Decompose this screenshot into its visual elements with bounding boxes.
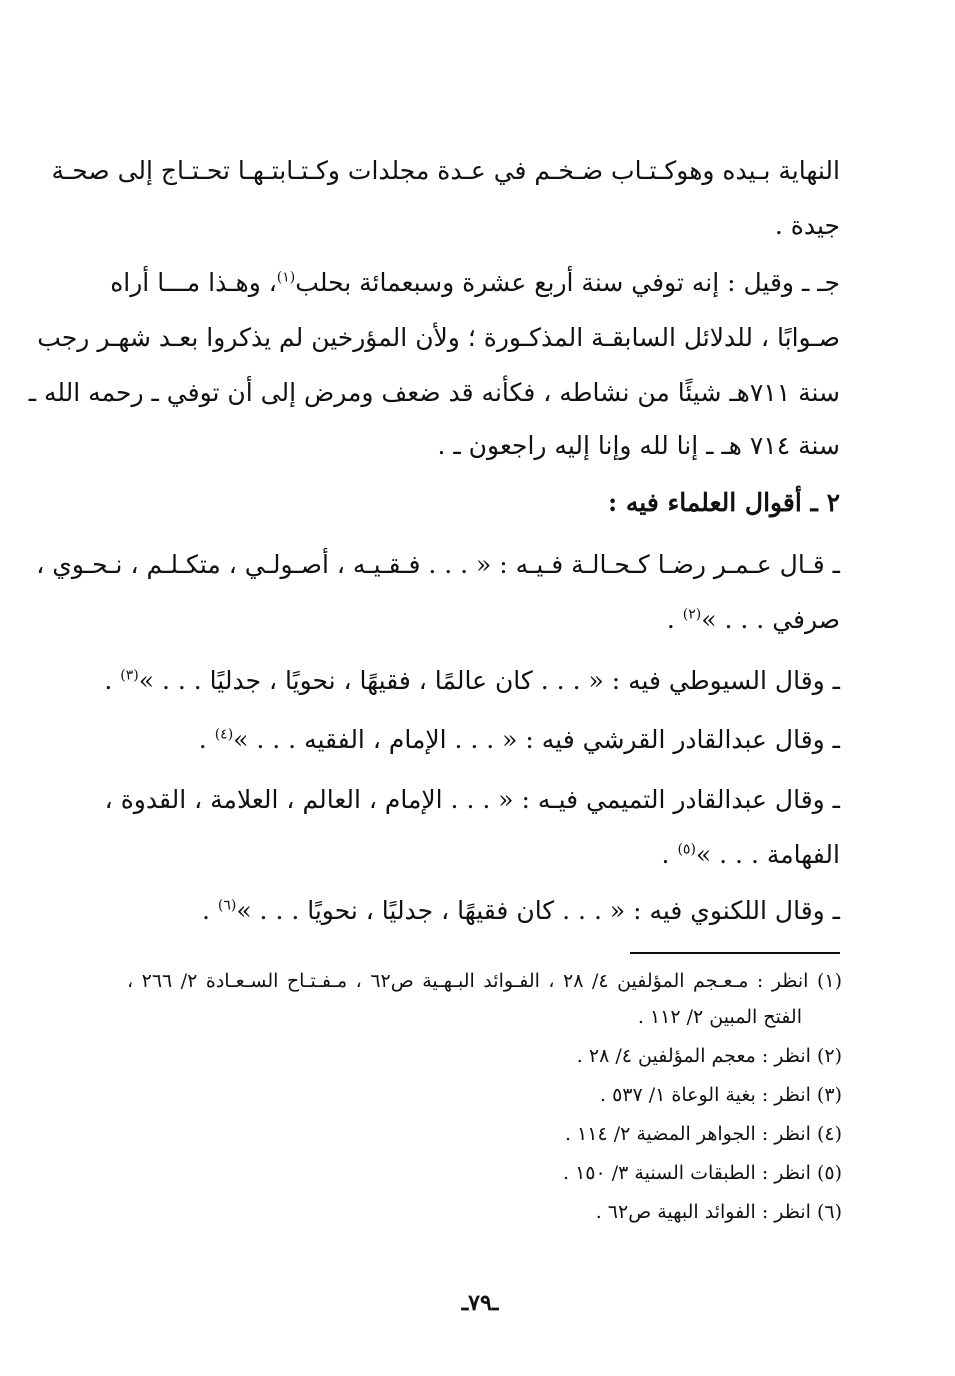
quote-4-end: . [661, 840, 678, 869]
quote-1-text: صرفي . . . » [701, 605, 840, 634]
quote-3-end: . [198, 725, 215, 754]
footnote-2: (٢) انظر : معجم المؤلفين ٤/ ٢٨ . [576, 1045, 842, 1067]
j-para-text-a: جـ ـ وقيل : إنه توفي سنة أربع عشرة وسبعمائة بحلب [295, 268, 840, 297]
footnote-1-cont: الفتح المبين ٢/ ١١٢ . [637, 1006, 802, 1028]
quote-2-end: . [104, 666, 121, 695]
intro-line-2: جيدة . [774, 211, 840, 240]
quote-5-text: ـ وقال اللكنوي فيه : « . . . كان فقيهًا ، جدليًا ، نحويًا . . . » [236, 896, 840, 925]
page-number: ـ٧٩ـ [461, 1290, 499, 1316]
footnote-5: (٥) انظر : الطبقات السنية ٣/ ١٥٠ . [562, 1162, 842, 1184]
footnotes [28, 0, 843, 1240]
quote-3-text: ـ وقال عبدالقادر القرشي فيه : « . . . الإمام ، الفقيه . . . » [233, 725, 840, 754]
footnote-6: (٦) انظر : الفوائد البهية ص٦٢ . [595, 1201, 842, 1223]
quote-1-line-1: ـ قـال عـمـر رضـا كـحـالـة فـيـه : « . . . فـقـيـه ، أصـولـي ، متكـلـم ، نـحـوي ، [36, 550, 840, 579]
quote-1-end: . [666, 605, 683, 634]
footnote-ref-3: (٣) [120, 667, 139, 684]
footnote-ref-5: (٥) [677, 841, 696, 858]
quote-4-text: الفهامة . . . » [695, 840, 840, 869]
j-para-text-b: ، وهـذا مـــا أراه [110, 268, 277, 297]
footnote-1: (١) انظر : مـعـجم المؤلفين ٤/ ٢٨ ، الفـوائد البـهـية ص٦٢ ، مـفـتـاح السـعـادة ٢/ ٢٦٦ ، [127, 970, 843, 992]
footnote-ref-4: (٤) [214, 726, 234, 743]
footnote-ref-6: (٦) [217, 897, 237, 914]
footnote-4: (٤) انظر : الجواهر المضية ٢/ ١١٤ . [564, 1123, 842, 1145]
j-para-line-2: صـوابًا ، للدلائل السابقـة المذكـورة ؛ ولأن المؤرخين لم يذكروا بعـد شهـر رجب [37, 323, 840, 352]
quote-2-text: ـ وقال السيوطي فيه : « . . . كان عالمًا ، فقيهًا ، نحويًا ، جدليًا . . . » [138, 666, 840, 695]
quote-4-line-1: ـ وقال عبدالقادر التميمي فيـه : « . . . الإمام ، العالم ، العلامة ، القدوة ، [104, 785, 840, 814]
footnote-3: (٣) انظر : بغية الوعاة ١/ ٥٣٧ . [599, 1084, 842, 1106]
j-para-line-4: سنة ٧١٤ هـ ـ إنا لله وإنا إليه راجعون ـ . [437, 431, 840, 460]
j-para-line-3: سنة ٧١١هـ شيئًا من نشاطه ، فكأنه قد ضعف ومرض إلى أن توفي ـ رحمه الله ـ [28, 378, 840, 407]
footnote-ref-1: (١) [276, 269, 296, 286]
quote-5-end: . [201, 896, 218, 925]
section-heading: ٢ ـ أقوال العلماء فيه : [607, 488, 840, 517]
footnote-ref-2: (٢) [682, 606, 702, 623]
intro-line-1: النهاية بـيده وهوكـتـاب ضـخـم في عـدة مجلدات وكـتـابتـهـا تحـتـاج إلى صحـة [51, 156, 840, 185]
